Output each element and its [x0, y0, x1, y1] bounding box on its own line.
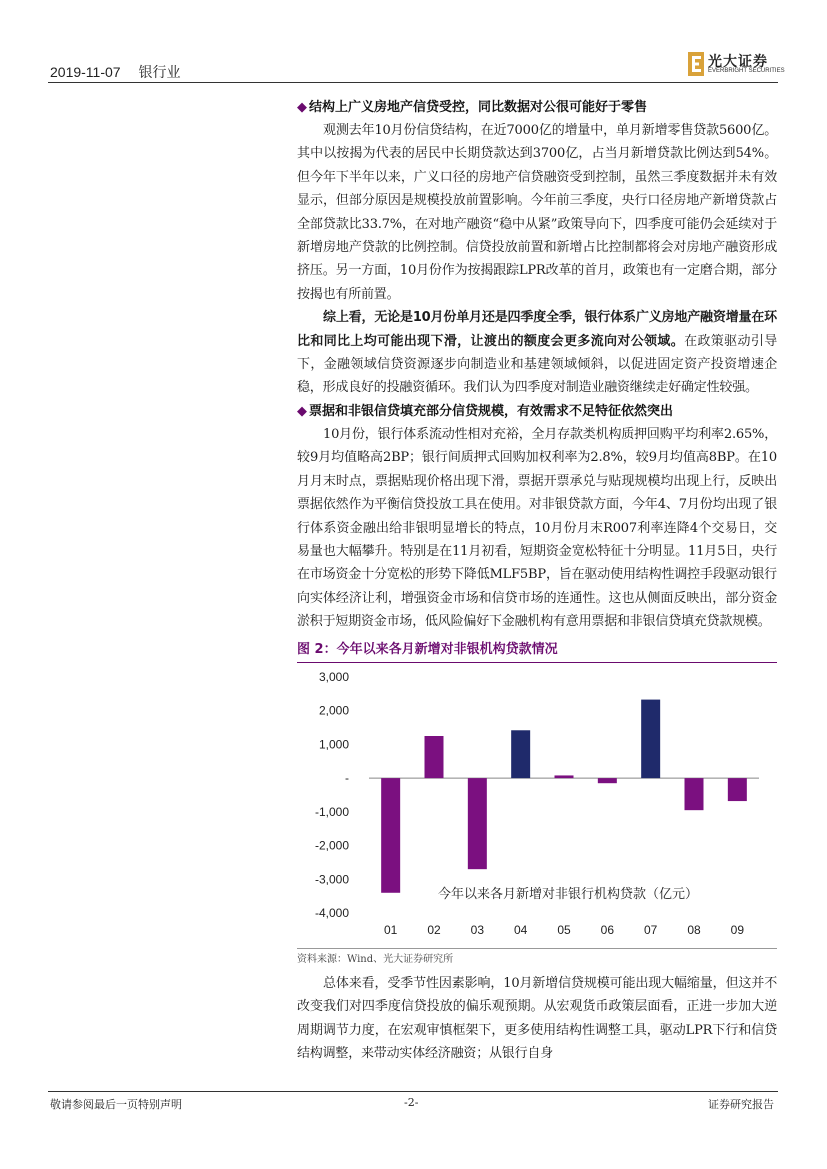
bar-09	[728, 778, 747, 801]
x-tick-label: 06	[600, 923, 615, 937]
paragraph: 观测去年10月份信贷结构，在近7000亿的增量中，单月新增零售贷款5600亿。其中以按揭为代表的居民中长期贷款达到3700亿，占当月新增贷款比例达到54%。但今年下半年以来，广义口径的房地产信贷融资受到控制，虽然三季度数据并未有效显示，但部分原因是规模投放前置影响。今年前三季度，央行口径房地产新增贷款占全部贷款比33.7%，在对地产融资“稳中从紧”政策导向下，四季度可能仍会延续对于新增房地产贷款的比例控制。信贷投放前置和新增占比控制都将会对房地产融资形成挤压。另一方面，10月份作为按揭跟踪LPR改革的首月，政策也有一定磨合期，部分按揭也有所前置。	[297, 123, 777, 302]
y-tick-label: 2,000	[318, 703, 349, 718]
bar-03	[468, 778, 487, 869]
main-content	[297, 96, 777, 634]
brand-logo	[688, 50, 788, 80]
page-header	[50, 62, 194, 82]
section-heading-1: ◆ 结构上广义房地产信贷受控，同比数据对公很可能好于零售	[297, 100, 648, 115]
disclaimer-note: 敬请参阅最后一页特别声明	[50, 1098, 182, 1111]
bar-02	[425, 736, 444, 778]
bar-chart	[297, 664, 777, 946]
bar-01	[381, 778, 400, 893]
x-tick-label: 05	[557, 923, 571, 937]
x-tick-label: 03	[470, 923, 485, 937]
y-tick-label: -1,000	[314, 804, 349, 819]
logo-text-en: EVERBRIGHT SECURITIES	[708, 68, 785, 74]
section-heading-2: ◆ 票据和非银信贷填充部分信贷规模，有效需求不足特征依然突出	[297, 403, 674, 419]
x-tick-label: 02	[427, 923, 441, 937]
diamond-bullet-icon: ◆	[297, 403, 307, 419]
x-tick-label: 07	[643, 923, 658, 937]
y-tick-label: 3,000	[318, 670, 349, 684]
bar-07	[641, 700, 660, 779]
footer-divider	[48, 1091, 778, 1092]
bar-05	[555, 775, 574, 778]
main-content-continued	[297, 972, 777, 1066]
figure-title-rule	[297, 662, 777, 663]
figure-source: 资料来源：Wind、光大证券研究所	[297, 954, 454, 965]
x-tick-label: 01	[383, 923, 398, 937]
page-number: -2-	[404, 1096, 419, 1109]
paragraph-summary	[297, 306, 777, 400]
x-tick-label: 04	[513, 923, 528, 937]
logo-icon	[688, 52, 704, 76]
bar-08	[685, 778, 704, 810]
y-tick-label: -	[345, 771, 349, 786]
y-tick-label: 1,000	[318, 737, 349, 752]
summary-rest: 在政策驱动引导下，金融领域信贷资源逐步向制造业和基建领域倾斜，以促进固定资产投资增速企稳，形成良好的投融资循环。我们认为四季度对制造业融资继续走好确定性较强。	[297, 333, 777, 396]
source-rule	[297, 948, 777, 949]
bar-04	[511, 730, 530, 778]
industry-label: 银行业	[138, 64, 181, 80]
header-divider	[48, 82, 778, 83]
y-tick-label: -3,000	[314, 872, 349, 887]
logo-text-cn: 光大证券	[708, 54, 768, 70]
figure-title: 图 2：今年以来各月新增对非银机构贷款情况	[297, 642, 558, 657]
y-tick-label: -2,000	[314, 838, 349, 853]
bar-06	[598, 778, 617, 783]
x-tick-label: 08	[687, 923, 701, 937]
bold-summary: 综上看，无论是10月份单月还是四季度全季，银行体系广义房地产融资增量在环比和同比上均可能出现下滑，让渡出的额度会更多流向对公领域。	[297, 310, 777, 349]
paragraph: 总体来看，受季节性因素影响，10月新增信贷规模可能出现大幅缩量，但这并不改变我们对四季度信贷投放的偏乐观预期。从宏观货币政策层面看，正进一步加大逆周期调节力度，在宏观审慎框架下，更多使用结构性调整工具，驱动LPR下行和信贷结构调整，来带动实体经济融资；从银行自身	[297, 976, 777, 1062]
report-date: 2019-11-07	[50, 64, 121, 80]
report-type: 证券研究报告	[708, 1098, 774, 1111]
y-tick-label: -4,000	[314, 906, 349, 920]
paragraph: 10月份，银行体系流动性相对充裕，全月存款类机构质押回购平均利率2.65%，较9月均值略高2BP；银行间质押式回购加权利率为2.8%，较9月均值高8BP。在10月月末时点，票据贴现价格出现下滑，票据开票承兑与贴现规模均出现上行，反映出票据依然作为平衡信贷投放工具在使用。对非银贷款方面，今年4、7月份均出现了银行体系资金融出给非银明显增长的特点，10月份月末R007利率连降4个交易日，交易量也大幅攀升。特别是在11月初看，短期资金宽松特征十分明显。11月5日，央行在市场资金十分宽松的形势下降低MLF5BP，旨在驱动使用结构性调控手段驱动银行向实体经济让利，增强资金市场和信贷市场的连通性。这也从侧面反映出，部分资金淤积于短期资金市场，低风险偏好下金融机构有意用票据和非银信贷填充贷款规模。	[297, 426, 777, 630]
diamond-bullet-icon: ◆	[297, 100, 307, 115]
chart-title: 今年以来各月新增对非银行机构贷款（亿元）	[438, 887, 699, 902]
x-tick-label: 09	[730, 923, 745, 937]
